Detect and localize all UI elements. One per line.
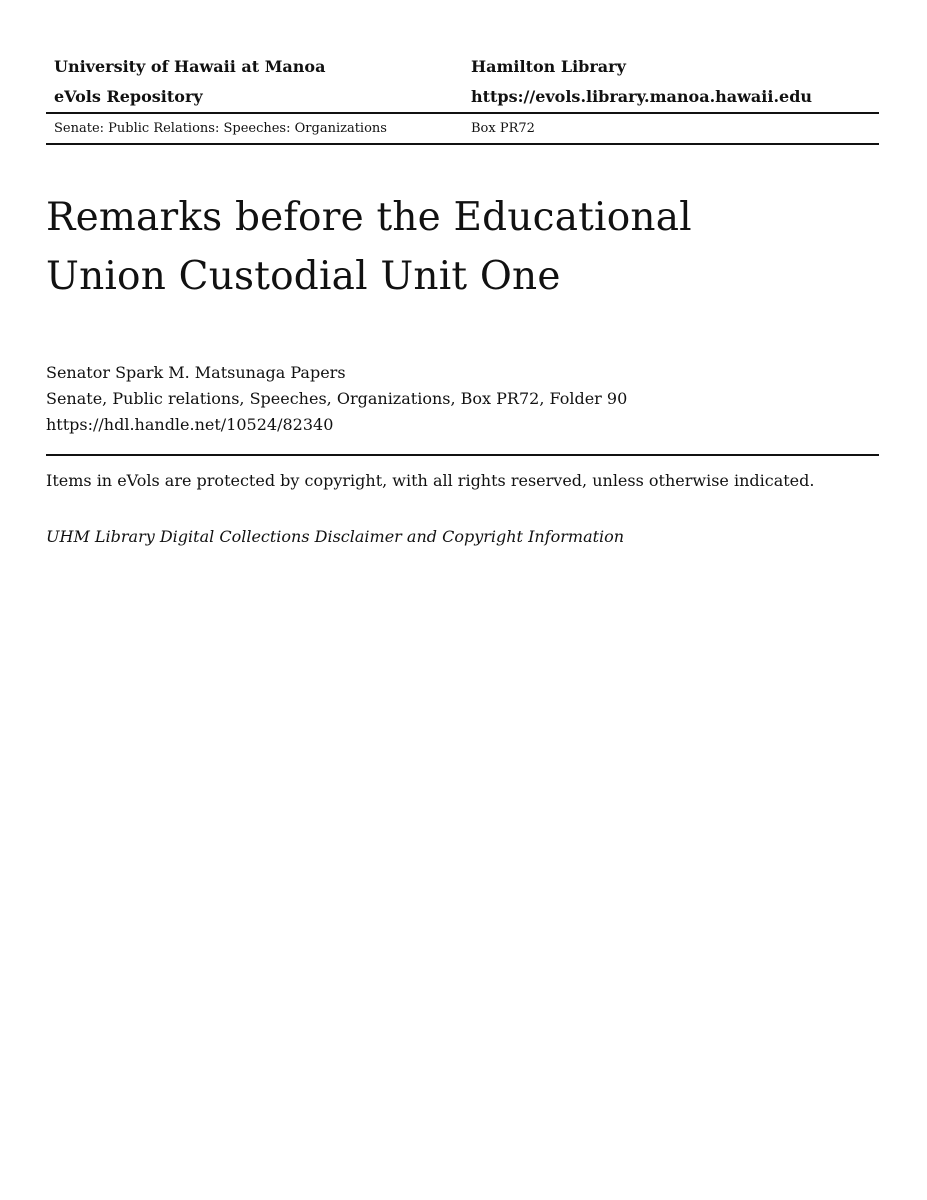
header-block (46, 52, 879, 145)
box-label: Box PR72 (471, 121, 535, 136)
header-row-institution (46, 52, 879, 82)
title-line-1: Remarks before the Educational (46, 195, 692, 240)
header-row-repository (46, 82, 879, 112)
collection-path: Senate: Public Relations: Speeches: Organizations (54, 121, 387, 136)
institution-name: University of Hawaii at Manoa (54, 57, 326, 76)
title-line-2: Union Custodial Unit One (46, 254, 561, 299)
repository-name: eVols Repository (54, 87, 203, 106)
content-divider (46, 454, 879, 456)
copyright-notice: Items in eVols are protected by copyright, with all rights reserved, unless otherwise indicated. (46, 471, 815, 490)
repository-url: https://evols.library.manoa.hawaii.edu (471, 87, 813, 106)
metadata-block (46, 360, 886, 438)
disclaimer-link[interactable]: UHM Library Digital Collections Disclaimer and Copyright Information (46, 527, 625, 546)
document-title (46, 188, 886, 306)
handle-link[interactable]: https://hdl.handle.net/10524/82340 (46, 415, 334, 434)
header-row-collection (46, 114, 879, 143)
library-name: Hamilton Library (471, 57, 626, 76)
folder-location: Senate, Public relations, Speeches, Organizations, Box PR72, Folder 90 (46, 389, 628, 408)
collection-name: Senator Spark M. Matsunaga Papers (46, 363, 346, 382)
header-divider-bottom (46, 143, 879, 145)
